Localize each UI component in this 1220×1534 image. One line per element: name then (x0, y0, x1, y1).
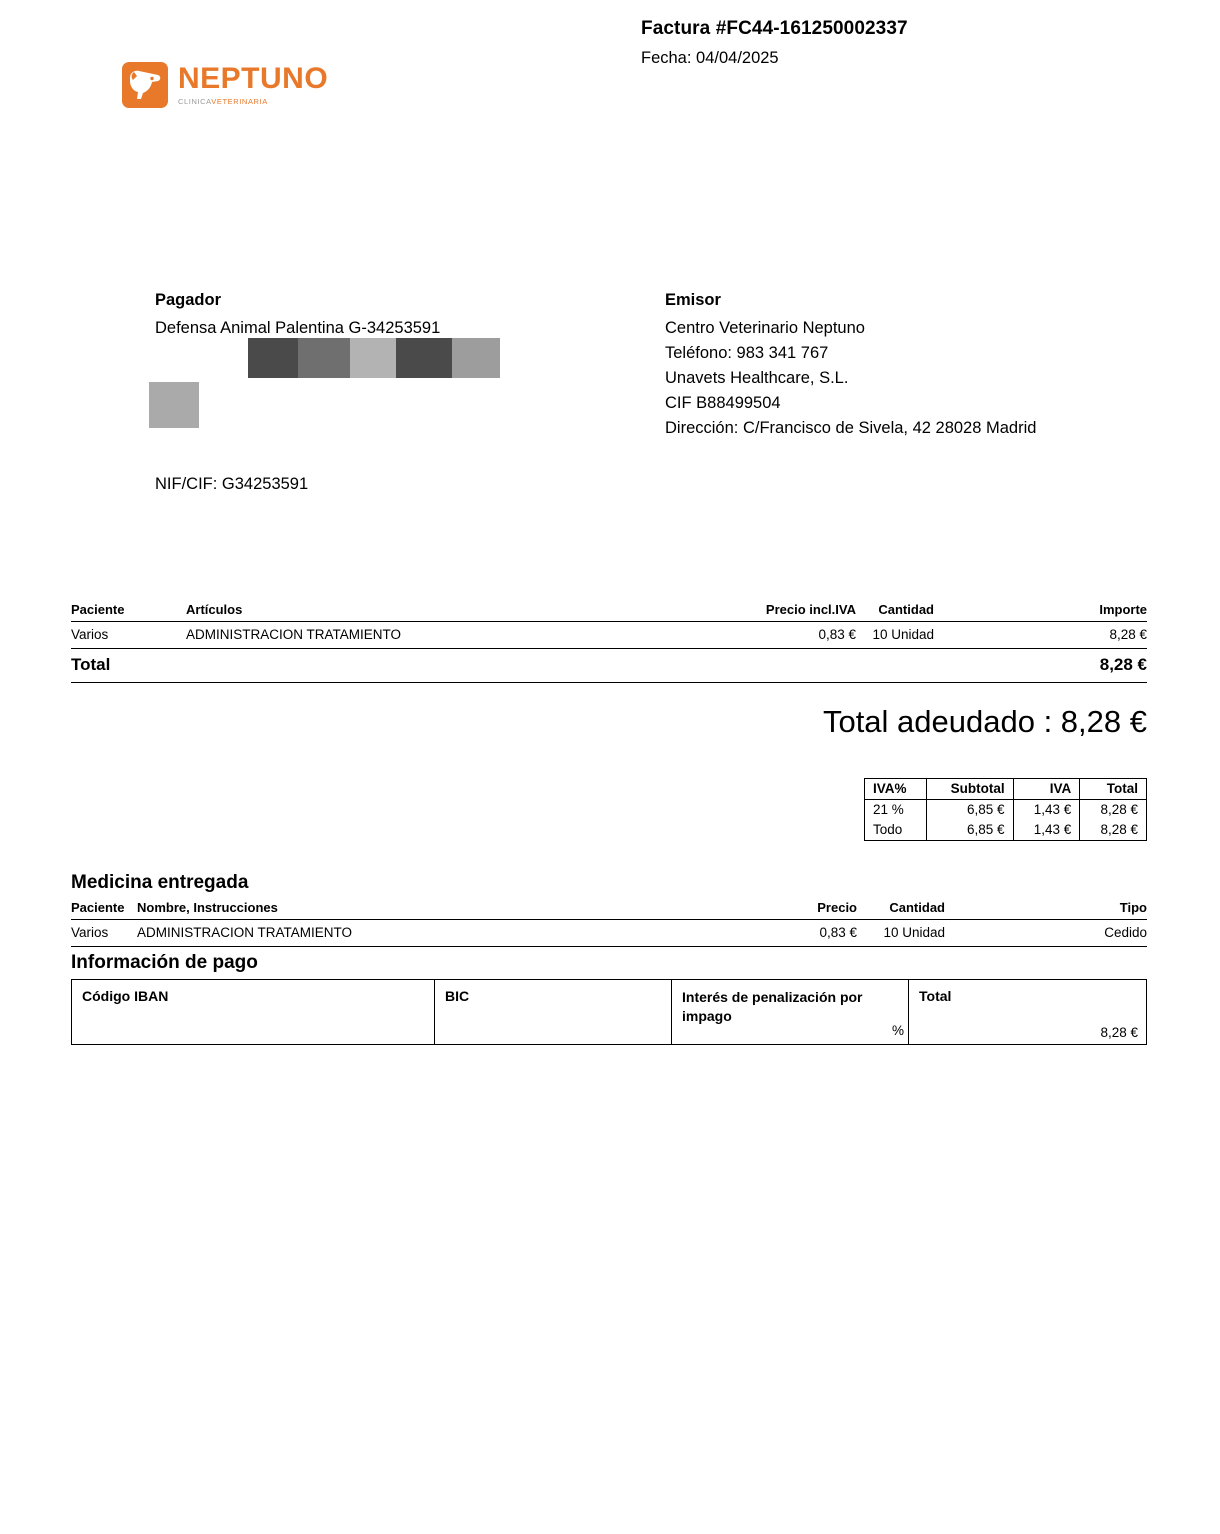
issuer-title: Emisor (665, 291, 721, 309)
clinic-logo (122, 62, 328, 108)
issuer-line: CIF B88499504 (665, 394, 781, 412)
iva-summary-table (864, 778, 1147, 841)
cell-total: 8,28 € (1080, 820, 1147, 841)
column-header-subtotal: Subtotal (926, 779, 1013, 800)
payment-iban-label: Código IBAN (82, 988, 169, 1004)
payer-block (155, 288, 635, 341)
cell-precio: 0,83 € (706, 622, 856, 649)
payment-total-value: 8,28 € (1100, 1025, 1138, 1040)
payer-name: Defensa Animal Palentina G-34253591 (155, 319, 441, 337)
cell-nombre: ADMINISTRACION TRATAMIENTO (137, 920, 697, 947)
table-row (71, 920, 1147, 947)
invoice-header (641, 18, 908, 68)
logo-wordmark: NEPTUNO (178, 62, 329, 96)
issuer-line: Teléfono: 983 341 767 (665, 344, 829, 362)
redaction-block (452, 338, 500, 378)
column-header-precio: Precio incl.IVA (706, 602, 856, 622)
payment-info-box (71, 979, 1147, 1045)
items-total-label: Total (71, 649, 186, 683)
table-row (865, 820, 1147, 841)
cell-iva: 1,43 € (1013, 800, 1080, 821)
column-header-importe: Importe (996, 602, 1147, 622)
redaction-block (298, 338, 350, 378)
items-table-header-row (71, 602, 1147, 622)
column-header-cantidad: Cantidad (856, 602, 996, 622)
issuer-line: Dirección: C/Francisco de Sivela, 42 28028 Madrid (665, 419, 1037, 437)
payment-total-label: Total (919, 988, 952, 1004)
redaction-block (350, 338, 396, 378)
items-total-value: 8,28 € (996, 649, 1147, 683)
total-due-amount: Total adeudado : 8,28 € (822, 704, 1147, 739)
payer-nif: NIF/CIF: G34253591 (155, 475, 309, 493)
payment-section-title: Información de pago (71, 952, 258, 973)
column-header-articulos: Artículos (186, 602, 706, 622)
cell-paciente: Varios (71, 920, 137, 947)
payment-interest-percent: % (891, 1023, 904, 1038)
cell-tipo: Cedido (1007, 920, 1147, 947)
cell-iva-pct: Todo (865, 820, 927, 841)
table-row (865, 800, 1147, 821)
column-header-iva: IVA (1013, 779, 1080, 800)
payment-iban-cell (72, 980, 435, 1044)
payment-bic-label: BIC (445, 988, 470, 1004)
issuer-line: Centro Veterinario Neptuno (665, 319, 865, 337)
redaction-block (396, 338, 452, 378)
cell-iva: 1,43 € (1013, 820, 1080, 841)
payer-title: Pagador (155, 291, 222, 309)
cell-precio: 0,83 € (697, 920, 857, 947)
payment-total-cell (909, 980, 1146, 1044)
column-header-paciente: Paciente (71, 602, 186, 622)
logo-subtitle-veterinaria: VETERINARIA (211, 97, 268, 107)
medicine-table (71, 900, 1147, 947)
items-total-row (71, 649, 1147, 683)
dog-head-icon (122, 62, 168, 108)
cell-cantidad: 10 Unidad (856, 622, 996, 649)
cell-importe: 8,28 € (996, 622, 1147, 649)
cell-paciente: Varios (71, 622, 186, 649)
column-header-paciente: Paciente (71, 900, 137, 920)
medicine-section-title: Medicina entregada (71, 872, 249, 893)
column-header-cantidad: Cantidad (857, 900, 1007, 920)
column-header-total: Total (1080, 779, 1147, 800)
column-header-precio: Precio (697, 900, 857, 920)
issuer-line: Unavets Healthcare, S.L. (665, 369, 849, 387)
cell-subtotal: 6,85 € (926, 820, 1013, 841)
logo-subtitle-clinica: CLINICA (178, 97, 212, 107)
issuer-block (665, 288, 1185, 441)
table-row (71, 622, 1147, 649)
column-header-nombre: Nombre, Instrucciones (137, 900, 697, 920)
cell-cantidad: 10 Unidad (857, 920, 1007, 947)
redaction-block (149, 382, 199, 428)
column-header-tipo: Tipo (1007, 900, 1147, 920)
cell-total: 8,28 € (1080, 800, 1147, 821)
cell-iva-pct: 21 % (865, 800, 927, 821)
invoice-date: Fecha: 04/04/2025 (641, 49, 779, 67)
payment-bic-cell (435, 980, 672, 1044)
payment-interest-cell (672, 980, 909, 1044)
cell-articulo: ADMINISTRACION TRATAMIENTO (186, 622, 706, 649)
column-header-iva-pct: IVA% (865, 779, 927, 800)
invoice-number: Factura #FC44-161250002337 (641, 18, 908, 39)
iva-table-header-row (865, 779, 1147, 800)
payment-interest-label: Interés de penalización por impago (682, 989, 863, 1024)
redaction-block (248, 338, 298, 378)
cell-subtotal: 6,85 € (926, 800, 1013, 821)
medicine-table-header-row (71, 900, 1147, 920)
items-table (71, 602, 1147, 683)
